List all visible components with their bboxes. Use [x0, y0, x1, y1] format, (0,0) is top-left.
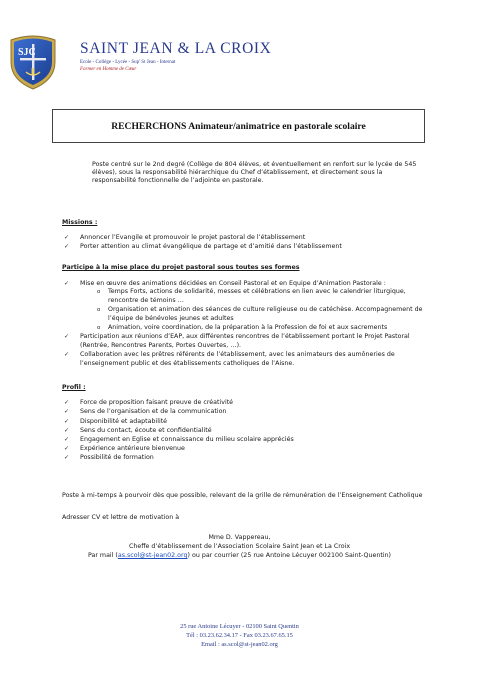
title-box	[52, 109, 425, 143]
profil-heading: Profil :	[62, 384, 86, 391]
crest-monogram: SJC	[18, 47, 36, 58]
participation-item-1: Mise en œuvre des animations décidées en Conseil Pastoral et en Equipe d’Animation Pastorale :	[80, 280, 386, 287]
intro-line-3: responsabilité fonctionnelle de l’adjointe en pastorale.	[92, 177, 264, 184]
participation-item-3b: l’enseignement public et des établissements catholiques de l’Aisne.	[80, 360, 295, 367]
contact-name: Mme D. Vappereau,	[208, 534, 271, 541]
letterhead	[0, 0, 479, 100]
check-icon: ✓	[64, 454, 70, 461]
email-link[interactable]: as.scol@st-jean02.org	[117, 552, 188, 559]
profil-item: Sens de l’organisation et de la communication	[80, 408, 227, 415]
school-crest-logo	[8, 32, 58, 90]
missions-item: Annoncer l’Evangile et promouvoir le projet pastoral de l’établissement	[80, 234, 306, 241]
check-icon: ✓	[64, 280, 70, 287]
intro-line-1: Poste centré sur le 2nd degré (Collège de 804 élèves, et éventuellement en renfort sur le lycée de 545	[92, 161, 417, 168]
school-name: SAINT JEAN & LA CROIX	[80, 40, 272, 57]
mail-prefix: Par mail (	[87, 552, 118, 559]
contact-mail-line	[0, 552, 479, 561]
poste-text: Poste à mi-temps à pourvoir dès que possible, relevant de la grille de rémunération de l’Enseignement Catholique	[62, 492, 423, 499]
check-icon: ✓	[64, 445, 70, 452]
participation-item-2b: (Rentrée, Rencontres Parents, Portes Ouvertes, …).	[80, 342, 242, 349]
adresser-text: Adresser CV et lettre de motivation à	[62, 514, 180, 521]
profil-item: Possibilité de formation	[80, 454, 154, 461]
check-icon: ✓	[64, 427, 70, 434]
participation-item-3a: Collaboration avec les prêtres référents de l’établissement, avec les animateurs des aumôneries de	[80, 351, 395, 358]
circle-bullet-icon: o	[97, 307, 101, 313]
profil-item: Disponibilité et adaptabilité	[80, 418, 168, 425]
intro-line-2: élèves), sous la responsabilité hiérarchique du Chef d’établissement, et directement sous la	[92, 169, 383, 176]
participation-sub-2a: Organisation et animation des séances de culture religieuse ou de catéchèse. Accompagnement de	[108, 306, 423, 313]
check-icon: ✓	[64, 243, 70, 250]
participation-heading: Participe à la mise place du projet pastoral sous toutes ses formes	[62, 264, 300, 271]
participation-sub-2b: l’équipe de bénévoles jeunes et adultes	[108, 315, 234, 322]
circle-bullet-icon: o	[97, 289, 101, 295]
participation-sub-1b: rencontre de témoins …	[108, 297, 184, 304]
profil-item: Expérience antérieure bienvenue	[80, 445, 185, 452]
footer-phone: Tél : 03.23.62.34.17 - Fax 03.23.67.65.15	[186, 632, 293, 639]
profil-item: Sens du contact, écoute et confidentialité	[80, 427, 212, 434]
contact-role: Cheffe d’établissement de l’Association Scolaire Saint Jean et La Croix	[128, 543, 351, 550]
school-levels: Ecole - Collège - Lycée - Sup' St Jean - Internat	[80, 60, 176, 65]
footer-email: Email : as.scol@st-jean02.org	[201, 641, 278, 648]
check-icon: ✓	[64, 418, 70, 425]
participation-item-2a: Participation aux réunions d’EAP, aux différentes rencontres de l’établissement portant le Projet Pastoral	[80, 333, 410, 340]
profil-item: Force de proposition faisant preuve de créativité	[80, 399, 234, 406]
check-icon: ✓	[64, 333, 70, 340]
check-icon: ✓	[64, 399, 70, 406]
job-title: RECHERCHONS Animateur/animatrice en pastorale scolaire	[111, 120, 366, 132]
profil-item: Engagement en Eglise et connaissance du milieu scolaire appréciés	[80, 436, 294, 443]
mail-suffix: ) ou par courrier (25 rue Antoine Lécuyer 002100 Saint-Quentin)	[187, 552, 392, 559]
footer-address: 25 rue Antoine Lécuyer - 02100 Saint Quentin	[180, 623, 299, 630]
missions-item: Porter attention au climat évangélique de partage et d’amitié dans l’établissement	[80, 243, 342, 250]
school-motto: Former en Homme de Cœur	[80, 67, 137, 72]
missions-heading: Missions :	[62, 219, 98, 226]
check-icon: ✓	[64, 351, 70, 358]
circle-bullet-icon: o	[97, 325, 101, 331]
check-icon: ✓	[64, 408, 70, 415]
check-icon: ✓	[64, 436, 70, 443]
participation-sub-1a: Temps Forts, actions de solidarité, messes et célébrations en lien avec le calendrier liturgique,	[108, 288, 406, 295]
participation-sub-3: Animation, voire coordination, de la préparation à la Profession de foi et aux sacrements	[108, 324, 388, 331]
check-icon: ✓	[64, 234, 70, 241]
